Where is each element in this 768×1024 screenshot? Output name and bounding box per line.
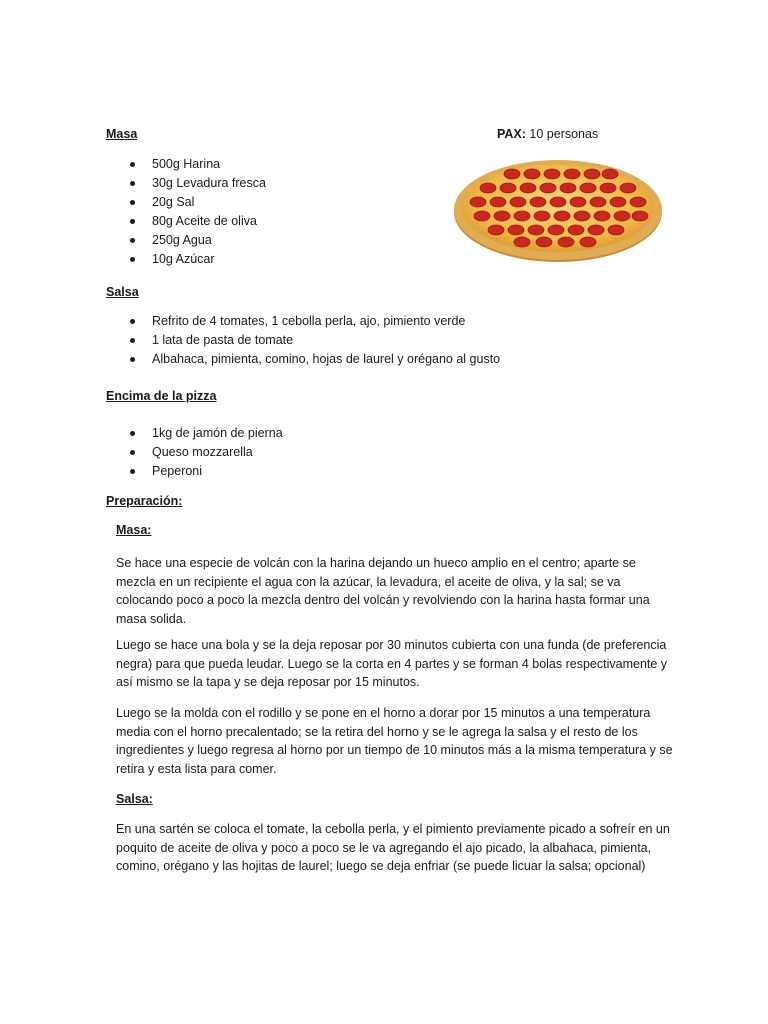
pepperoni-slice xyxy=(602,169,618,179)
pepperoni-slice xyxy=(534,211,550,221)
pepperoni-slice xyxy=(514,211,530,221)
bullet-icon xyxy=(130,338,135,343)
bullet-icon xyxy=(130,469,135,474)
heading-prep-masa: Masa: xyxy=(116,523,152,537)
encima-ingredients-list xyxy=(152,424,283,481)
pepperoni-slice xyxy=(600,183,616,193)
heading-preparacion: Preparación: xyxy=(106,494,183,508)
list-item: 500g Harina xyxy=(152,155,266,174)
list-item: Refrito de 4 tomates, 1 cebolla perla, ajo, pimiento verde xyxy=(152,312,500,331)
pepperoni-slice xyxy=(610,197,626,207)
pax-info xyxy=(497,127,598,141)
pepperoni-slice xyxy=(508,225,524,235)
list-item: 250g Agua xyxy=(152,231,266,250)
heading-salsa: Salsa xyxy=(106,285,139,299)
prep-salsa-paragraph: En una sartén se coloca el tomate, la cebolla perla, y el pimiento previamente picado a sofreír en un poquito de aceite de oliva y poco a poco se le va agregando el ajo picado, la albahaca, pimienta, comino, orégano y las hojitas de laurel; luego se deja enfriar (se puede licuar la salsa; opcional) xyxy=(116,822,670,873)
pepperoni-slice xyxy=(504,169,520,179)
pepperoni-slice xyxy=(488,225,504,235)
pepperoni-slice xyxy=(570,197,586,207)
bullet-icon xyxy=(130,431,135,436)
pepperoni-slice xyxy=(620,183,636,193)
bullet-icon xyxy=(130,450,135,455)
pepperoni-slice xyxy=(544,169,560,179)
pepperoni-slice xyxy=(550,197,566,207)
prep-masa-paragraph-2: Luego se hace una bola y se la deja reposar por 30 minutos cubierta con una funda (de preferencia negra) para que pueda leudar. Luego se la corta en 4 partes y se forman 4 bolas respectivamente y así mismo se la tapa y se deja reposar por 15 minutos. xyxy=(116,638,668,689)
pepperoni-slice xyxy=(470,197,486,207)
heading-masa: Masa xyxy=(106,127,138,141)
pepperoni-slice xyxy=(510,197,526,207)
pepperoni-slice xyxy=(580,237,596,247)
bullet-icon xyxy=(130,181,135,186)
pepperoni-slice xyxy=(500,183,516,193)
pepperoni-slice xyxy=(548,225,564,235)
prep-masa-paragraph-3: Luego se la molda con el rodillo y se pone en el horno a dorar por 15 minutos a una temperatura media con el horno precalentado; se la retira del horno y se le agrega la salsa y el resto de los ingredientes y luego regresa al horno por un tiempo de 10 minutos más a la misma temperatura y se retira y esta lista para comer. xyxy=(116,706,673,776)
salsa-ingredients-list xyxy=(152,312,500,369)
list-item: Albahaca, pimienta, comino, hojas de laurel y orégano al gusto xyxy=(152,350,500,369)
pepperoni-slice xyxy=(480,183,496,193)
heading-prep-salsa: Salsa: xyxy=(116,792,153,806)
bullet-icon xyxy=(130,319,135,324)
pepperoni-slice xyxy=(554,211,570,221)
pepperoni-slice xyxy=(528,225,544,235)
bullet-icon xyxy=(130,219,135,224)
pepperoni-slice xyxy=(520,183,536,193)
bullet-icon xyxy=(130,257,135,262)
pepperoni-slice xyxy=(594,211,610,221)
pepperoni-slice xyxy=(584,169,600,179)
pepperoni-slice xyxy=(630,197,646,207)
pepperoni-slice xyxy=(474,211,490,221)
pepperoni-slice xyxy=(580,183,596,193)
pepperoni-slice xyxy=(574,211,590,221)
masa-ingredients-list xyxy=(152,155,266,269)
pepperoni-slice xyxy=(524,169,540,179)
pepperoni-slice xyxy=(608,225,624,235)
bullet-icon xyxy=(130,162,135,167)
list-item: 30g Levadura fresca xyxy=(152,174,266,193)
pepperoni-slice xyxy=(588,225,604,235)
pax-label: PAX: xyxy=(497,127,526,141)
pepperoni-slice xyxy=(530,197,546,207)
pepperoni-slice xyxy=(590,197,606,207)
bullet-icon xyxy=(130,200,135,205)
pepperoni-slice xyxy=(614,211,630,221)
pax-value: 10 personas xyxy=(525,127,599,141)
pepperoni-slice xyxy=(514,237,530,247)
bullet-icon xyxy=(130,238,135,243)
list-item: Queso mozzarella xyxy=(152,443,283,462)
pepperoni-slice xyxy=(490,197,506,207)
list-item: 80g Aceite de oliva xyxy=(152,212,266,231)
list-item: 1 lata de pasta de tomate xyxy=(152,331,500,350)
pepperoni-slice xyxy=(632,211,648,221)
prep-masa-paragraph-1: Se hace una especie de volcán con la harina dejando un hueco amplio en el centro; aparte se mezcla en un recipiente el agua con la azúcar, la levadura, el aceite de oliva, y la sal; se va colocando poco a poco la mezcla dentro del volcán y revolviendo con la harina hasta formar una masa solida. xyxy=(116,556,650,626)
bullet-icon xyxy=(130,357,135,362)
pepperoni-slice xyxy=(560,183,576,193)
pepperoni-slice xyxy=(564,169,580,179)
pepperoni-slice xyxy=(494,211,510,221)
list-item: Peperoni xyxy=(152,462,283,481)
pepperoni-slice xyxy=(558,237,574,247)
pepperoni-slice xyxy=(568,225,584,235)
list-item: 20g Sal xyxy=(152,193,266,212)
pepperoni-slice xyxy=(540,183,556,193)
list-item: 1kg de jamón de pierna xyxy=(152,424,283,443)
heading-encima: Encima de la pizza xyxy=(106,389,217,403)
list-item: 10g Azúcar xyxy=(152,250,266,269)
pizza-image xyxy=(452,152,664,264)
pepperoni-slice xyxy=(536,237,552,247)
